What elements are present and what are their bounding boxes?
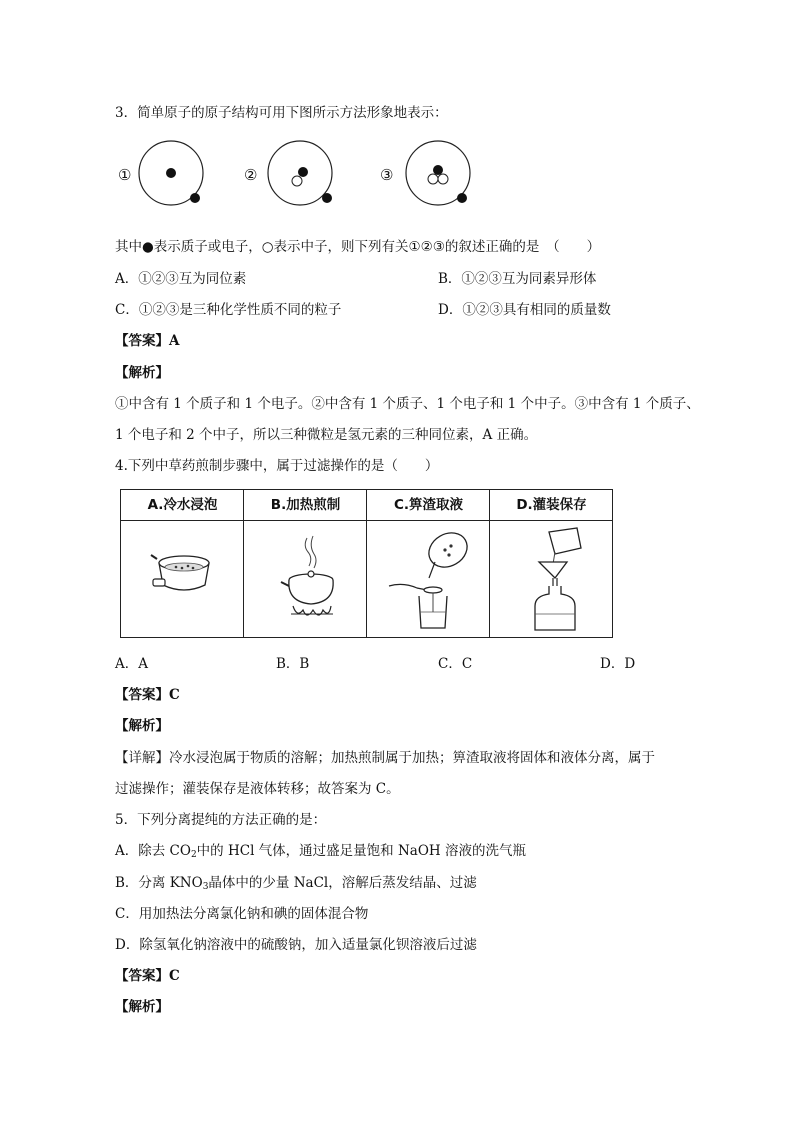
q5-option-a-text-rest: 中的 HCl 气体，通过盛足量饱和 NaOH 溶液的洗气瓶	[196, 843, 526, 859]
straining-illustration	[383, 528, 478, 633]
atom-label-3: ③	[380, 166, 394, 184]
q4-answer: 【答案】C	[115, 687, 180, 703]
q3-analysis-line-1: ①中含有 1 个质子和 1 个电子。②中含有 1 个质子、1 个电子和 1 个中子。③中含有 1 个质子、	[115, 396, 700, 412]
q3-analysis-heading: 【解析】	[115, 365, 169, 381]
q4-analysis-heading: 【解析】	[115, 718, 169, 734]
subscript: 2	[190, 850, 197, 860]
q3-option-d: D．①②③具有相同的质量数	[438, 302, 611, 318]
q3-option-c: C．①②③是三种化学性质不同的粒子	[115, 302, 342, 318]
q5-analysis-heading: 【解析】	[115, 999, 169, 1015]
q5-answer: 【答案】C	[115, 968, 180, 984]
soaking-pot-illustration	[149, 545, 219, 605]
table-header-divider	[121, 520, 612, 521]
q4-detail-line-1: 【详解】冷水浸泡属于物质的溶解；加热煎制属于加热；箅渣取液将固体和液体分离，属于	[115, 750, 655, 766]
q3-analysis-line-2: 1 个电子和 2 个中子，所以三种微粒是氢元素的三种同位素，A 正确。	[115, 427, 538, 443]
atom-diagram-3	[403, 139, 483, 209]
subscript: 3	[202, 882, 209, 892]
q3-answer: 【答案】A	[115, 333, 180, 349]
q4-option-d: D．D	[600, 656, 636, 672]
bottling-illustration	[521, 526, 591, 636]
q3-option-a: A．①②③互为同位素	[115, 271, 247, 287]
atom-diagram-1	[135, 139, 215, 209]
q5-option-a	[115, 842, 526, 860]
atom-diagram-2	[265, 139, 345, 209]
table-header-a: A.冷水浸泡	[147, 497, 218, 513]
q4-detail-line-2: 过滤操作；灌装保存是液体转移；故答案为 C。	[115, 781, 400, 797]
heating-pot-illustration	[275, 530, 350, 630]
q4-option-a: A．A	[115, 656, 148, 672]
q4-option-b: B．B	[276, 656, 310, 672]
q5-option-d: D．除氢氧化钠溶液中的硫酸钠，加入适量氯化钡溶液后过滤	[115, 937, 477, 953]
table-header-b: B.加热煎制	[270, 497, 341, 513]
q5-option-b-text: B．分离 KNO	[115, 875, 203, 891]
q5-stem: 5．下列分离提纯的方法正确的是：	[115, 812, 327, 828]
atom-label-1: ①	[118, 166, 132, 184]
q5-option-b-text-rest: 晶体中的少量 NaCl，溶解后蒸发结晶、过滤	[208, 875, 477, 891]
q4-option-c: C．C	[438, 656, 473, 672]
q5-option-a-text: A．除去 CO	[115, 843, 191, 859]
q3-stem: 3．简单原子的原子结构可用下图所示方法形象地表示：	[115, 105, 448, 121]
q3-description: 其中●表示质子或电子，○表示中子，则下列有关①②③的叙述正确的是 （ ）	[115, 239, 601, 255]
q4-stem: 4.下列中草药煎制步骤中，属于过滤操作的是（ ）	[115, 458, 439, 474]
q4-figure-table	[120, 489, 613, 638]
q5-option-b	[115, 874, 477, 892]
table-header-d: D.灌装保存	[516, 497, 587, 513]
q5-option-c: C．用加热法分离氯化钠和碘的固体混合物	[115, 906, 369, 922]
atom-label-2: ②	[244, 166, 258, 184]
q3-option-b: B．①②③互为同素异形体	[438, 271, 597, 287]
table-header-c: C.箅渣取液	[393, 497, 464, 513]
